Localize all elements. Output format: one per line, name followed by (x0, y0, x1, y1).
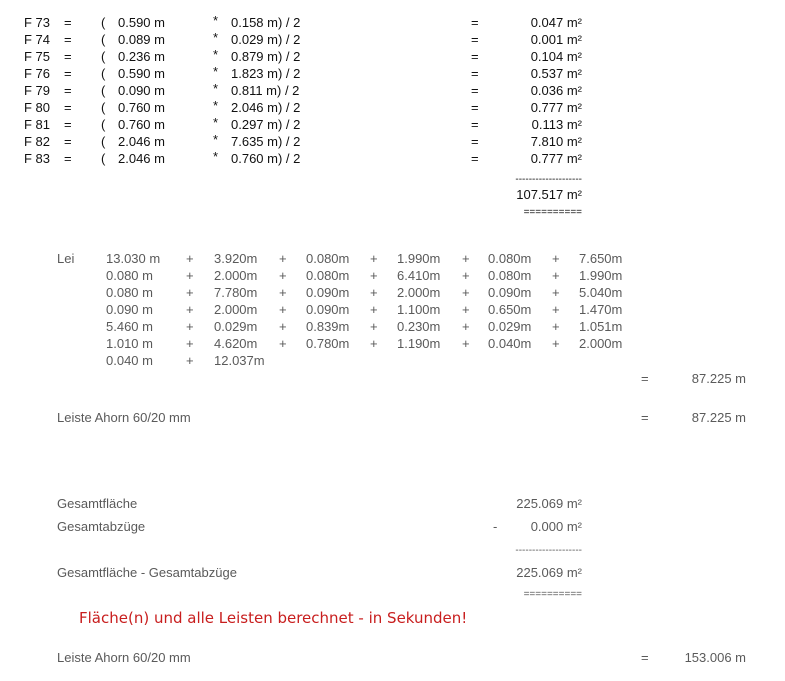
summary-separator: -------------------- (515, 545, 582, 556)
lei-measurement: 0.029m (214, 319, 258, 334)
area-result: 7.810 m² (530, 134, 582, 149)
area-first-length: 0.590 m (118, 66, 165, 81)
areas-total: 107.517 m² (516, 187, 582, 202)
area-result: 0.047 m² (530, 15, 582, 30)
lei-measurement: 1.990m (397, 251, 441, 266)
area-multiply: * (213, 30, 219, 45)
leiste-label: Leiste Ahorn 60/20 mm (57, 410, 191, 425)
area-result-equals: = (471, 49, 479, 64)
area-first-length: 0.760 m (118, 100, 165, 115)
lei-measurement: 0.080m (488, 251, 532, 266)
lei-measurement: 0.090 m (106, 302, 153, 317)
area-multiply: * (213, 132, 219, 147)
lei-measurement: 13.030 m (106, 251, 161, 266)
lei-measurement: 1.010 m (106, 336, 153, 351)
plus-sign: + (552, 302, 560, 317)
plus-sign: + (462, 268, 470, 283)
lei-measurement: 1.051m (579, 319, 623, 334)
area-open-paren: ( (101, 134, 106, 149)
lei-measurement: 1.990m (579, 268, 623, 283)
lei-measurement: 0.080 m (106, 268, 153, 283)
area-name: F 80 (24, 100, 51, 115)
plus-sign: + (370, 251, 378, 266)
area-first-length: 2.046 m (118, 151, 165, 166)
area-open-paren: ( (101, 66, 106, 81)
lei-measurement: 12.037m (214, 353, 265, 368)
plus-sign: + (462, 285, 470, 300)
area-result: 0.113 m² (531, 117, 582, 132)
plus-sign: + (279, 319, 287, 334)
lei-label: Lei (57, 251, 75, 266)
lei-measurement: 2.000m (397, 285, 441, 300)
area-equals: = (64, 151, 72, 166)
area-first-length: 0.090 m (118, 83, 165, 98)
leiste-final-equals: = (641, 650, 649, 665)
area-equals: = (64, 117, 72, 132)
lei-measurement: 5.040m (579, 285, 623, 300)
area-result: 0.104 m² (530, 49, 582, 64)
area-second-length: 0.158 m) / 2 (231, 15, 301, 30)
area-result-equals: = (471, 134, 479, 149)
gesamtflaeche-value: 225.069 m² (516, 496, 582, 511)
area-result-equals: = (471, 15, 479, 30)
area-equals: = (64, 83, 72, 98)
lei-measurement: 6.410m (397, 268, 441, 283)
area-second-length: 0.029 m) / 2 (231, 32, 301, 47)
area-multiply: * (213, 149, 219, 164)
area-second-length: 1.823 m) / 2 (231, 66, 301, 81)
leiste-final-label: Leiste Ahorn 60/20 mm (57, 650, 191, 665)
plus-sign: + (279, 268, 287, 283)
plus-sign: + (552, 319, 560, 334)
plus-sign: + (552, 268, 560, 283)
plus-sign: + (186, 336, 194, 351)
plus-sign: + (552, 251, 560, 266)
plus-sign: + (186, 285, 194, 300)
lei-measurement: 0.780m (306, 336, 350, 351)
area-result: 0.777 m² (530, 100, 582, 115)
area-name: F 81 (24, 117, 51, 132)
area-multiply: * (213, 13, 219, 28)
area-open-paren: ( (101, 83, 106, 98)
area-open-paren: ( (101, 151, 106, 166)
plus-sign: + (370, 319, 378, 334)
gesamtflaeche-label: Gesamtfläche (57, 496, 138, 511)
leiste-final-value: 153.006 m (684, 650, 746, 665)
lei-measurement: 4.620m (214, 336, 258, 351)
area-open-paren: ( (101, 32, 106, 47)
plus-sign: + (186, 251, 194, 266)
gesamtabzuege-label: Gesamtabzüge (57, 519, 146, 534)
plus-sign: + (186, 319, 194, 334)
lei-measurement: 1.190m (397, 336, 441, 351)
area-second-length: 7.635 m) / 2 (231, 134, 301, 149)
area-first-length: 0.590 m (118, 15, 165, 30)
area-name: F 75 (24, 49, 51, 64)
plus-sign: + (462, 302, 470, 317)
lei-measurement: 2.000m (214, 302, 258, 317)
area-result-equals: = (471, 117, 479, 132)
lei-total: 87.225 m (691, 371, 746, 386)
lei-measurement: 0.080m (488, 268, 532, 283)
plus-sign: + (279, 302, 287, 317)
area-equals: = (64, 100, 72, 115)
lei-measurement: 0.040 m (106, 353, 153, 368)
plus-sign: + (370, 268, 378, 283)
difference-value: 225.069 m² (516, 565, 582, 580)
area-first-length: 0.236 m (118, 49, 165, 64)
area-open-paren: ( (101, 49, 106, 64)
lei-measurement: 7.780m (214, 285, 258, 300)
plus-sign: + (370, 285, 378, 300)
area-result-equals: = (471, 66, 479, 81)
area-open-paren: ( (101, 15, 106, 30)
difference-double-line: ========== (523, 589, 582, 600)
plus-sign: + (462, 336, 470, 351)
plus-sign: + (552, 336, 560, 351)
promo-message: Fläche(n) und alle Leisten berechnet - in Sekunden! (79, 609, 468, 627)
area-second-length: 0.760 m) / 2 (231, 151, 301, 166)
plus-sign: + (279, 336, 287, 351)
lei-measurement: 0.040m (488, 336, 532, 351)
lei-measurement: 2.000m (214, 268, 258, 283)
area-result: 0.001 m² (530, 32, 582, 47)
lei-measurement: 0.230m (397, 319, 441, 334)
leiste-value: 87.225 m (691, 410, 746, 425)
area-second-length: 0.297 m) / 2 (231, 117, 301, 132)
area-second-length: 0.811 m) / 2 (231, 83, 300, 98)
lei-measurement: 0.650m (488, 302, 532, 317)
area-result-equals: = (471, 83, 479, 98)
lei-measurement: 2.000m (579, 336, 623, 351)
area-result: 0.036 m² (530, 83, 582, 98)
area-result-equals: = (471, 32, 479, 47)
plus-sign: + (552, 285, 560, 300)
area-name: F 76 (24, 66, 51, 81)
area-multiply: * (213, 81, 219, 96)
plus-sign: + (462, 251, 470, 266)
area-equals: = (64, 15, 72, 30)
area-multiply: * (213, 115, 219, 130)
area-result-equals: = (471, 151, 479, 166)
gesamtabzuege-minus: - (493, 519, 498, 534)
lei-measurement: 0.029m (488, 319, 532, 334)
lei-measurement: 0.839m (306, 319, 350, 334)
area-name: F 83 (24, 151, 51, 166)
gesamtabzuege-value: 0.000 m² (530, 519, 582, 534)
area-equals: = (64, 49, 72, 64)
area-first-length: 0.089 m (118, 32, 165, 47)
lei-measurement: 7.650m (579, 251, 623, 266)
leiste-equals: = (641, 410, 649, 425)
lei-measurement: 0.080m (306, 268, 350, 283)
lei-measurement: 0.090m (306, 285, 350, 300)
area-name: F 74 (24, 32, 51, 47)
areas-total-double-line: ========== (523, 207, 582, 218)
area-second-length: 2.046 m) / 2 (231, 100, 301, 115)
lei-measurement: 1.100m (397, 302, 441, 317)
plus-sign: + (370, 336, 378, 351)
area-multiply: * (213, 64, 219, 79)
plus-sign: + (186, 302, 194, 317)
plus-sign: + (186, 353, 194, 368)
difference-label: Gesamtfläche - Gesamtabzüge (57, 565, 237, 580)
lei-measurement: 0.090m (306, 302, 350, 317)
plus-sign: + (279, 251, 287, 266)
lei-measurement: 3.920m (214, 251, 258, 266)
lei-measurement: 0.090m (488, 285, 532, 300)
area-second-length: 0.879 m) / 2 (231, 49, 301, 64)
lei-measurement: 0.080m (306, 251, 350, 266)
area-multiply: * (213, 47, 219, 62)
area-name: F 79 (24, 83, 51, 98)
area-open-paren: ( (101, 117, 106, 132)
area-result-equals: = (471, 100, 479, 115)
lei-measurement: 0.080 m (106, 285, 153, 300)
areas-subtotal-separator: -------------------- (515, 174, 582, 185)
area-name: F 82 (24, 134, 51, 149)
lei-measurement: 5.460 m (106, 319, 153, 334)
plus-sign: + (370, 302, 378, 317)
area-open-paren: ( (101, 100, 106, 115)
lei-total-equals: = (641, 371, 649, 386)
area-equals: = (64, 66, 72, 81)
area-result: 0.777 m² (530, 151, 582, 166)
area-multiply: * (213, 98, 219, 113)
area-first-length: 2.046 m (118, 134, 165, 149)
area-equals: = (64, 134, 72, 149)
area-equals: = (64, 32, 72, 47)
area-result: 0.537 m² (530, 66, 582, 81)
area-name: F 73 (24, 15, 51, 30)
area-first-length: 0.760 m (118, 117, 165, 132)
lei-measurement: 1.470m (579, 302, 623, 317)
plus-sign: + (462, 319, 470, 334)
plus-sign: + (279, 285, 287, 300)
plus-sign: + (186, 268, 194, 283)
